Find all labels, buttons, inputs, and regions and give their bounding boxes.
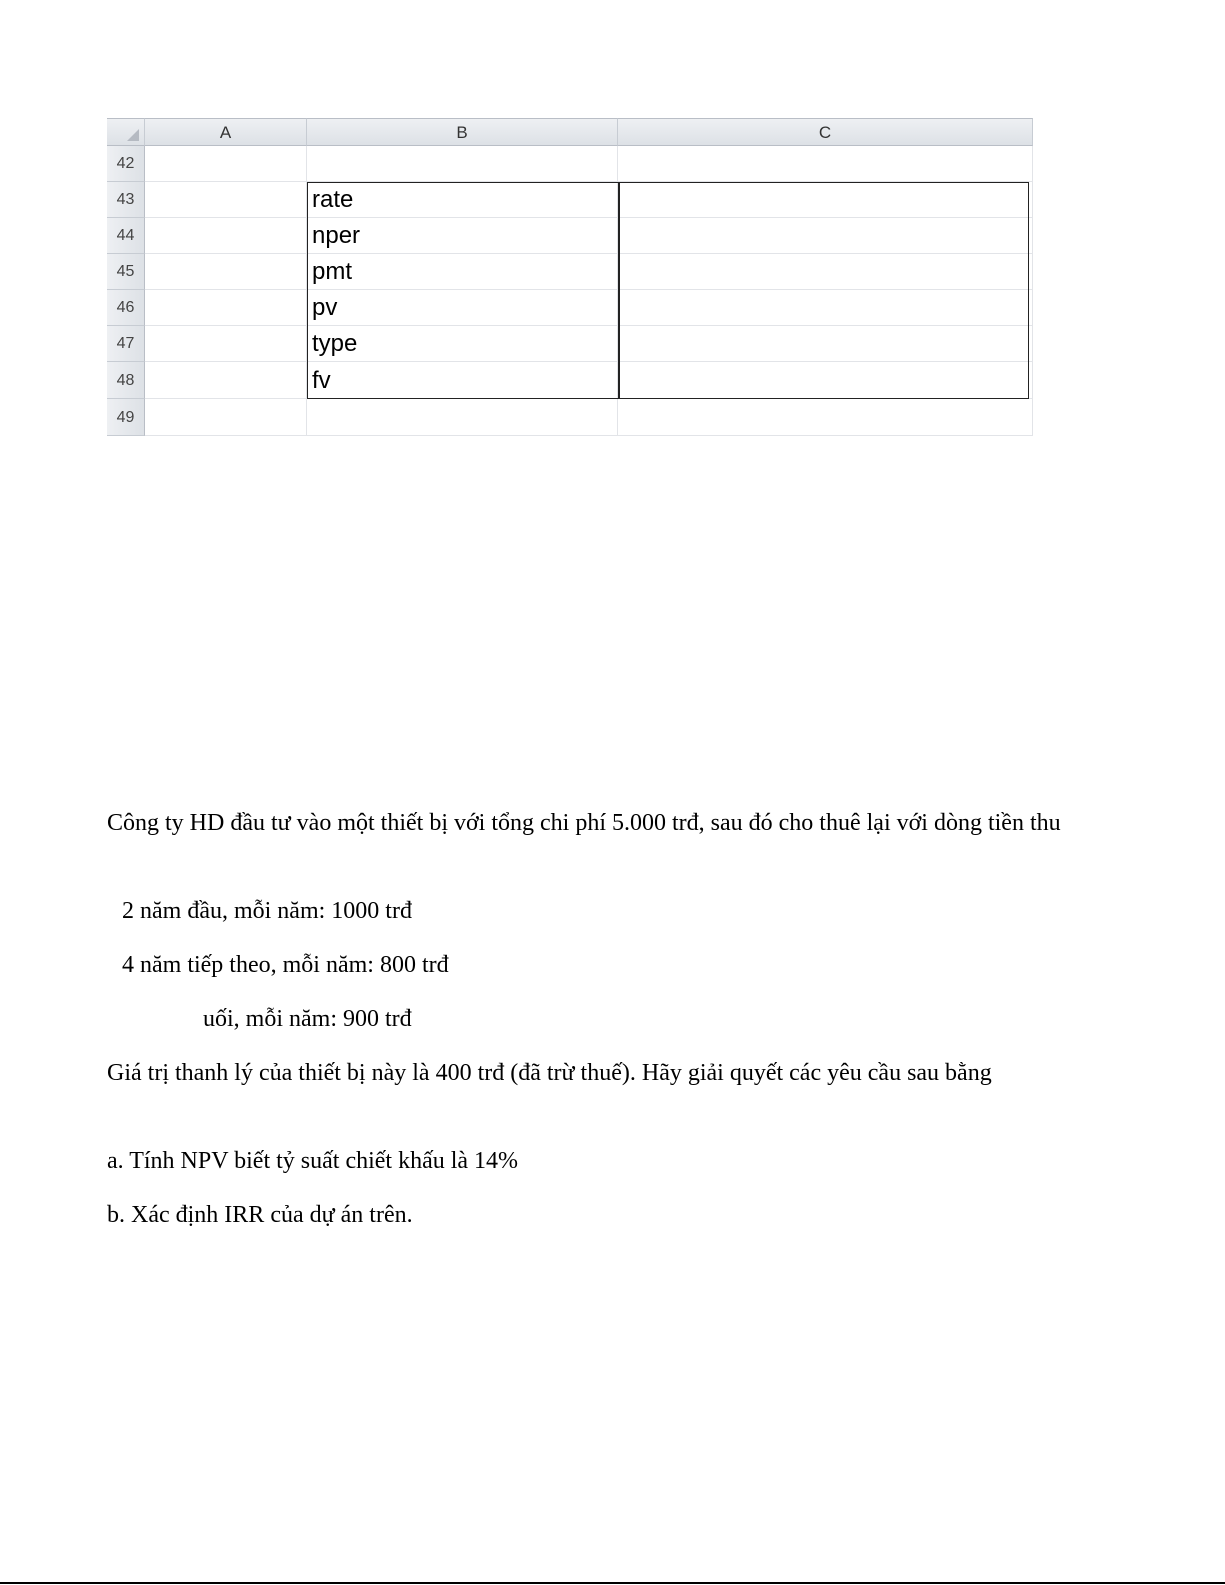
row-header: 44 — [107, 218, 145, 254]
row-header: 43 — [107, 182, 145, 218]
cell-a[interactable] — [145, 182, 307, 218]
column-divider — [618, 182, 620, 399]
cell-b-label: rate — [312, 186, 354, 213]
spreadsheet-screenshot — [107, 118, 1033, 438]
page-bottom-rule — [0, 1582, 1225, 1584]
cashflow-item-1: 2 năm đầu, mỗi năm: 1000 trđ — [122, 898, 412, 924]
cell-a[interactable] — [145, 218, 307, 254]
row-header: 42 — [107, 146, 145, 182]
column-header-a: A — [145, 118, 307, 146]
cell-b-label: type — [312, 330, 358, 357]
question-a: a. Tính NPV biết tỷ suất chiết khấu là 14% — [107, 1148, 519, 1174]
row-header: 49 — [107, 399, 145, 436]
cell-a[interactable] — [145, 254, 307, 290]
row-header: 48 — [107, 362, 145, 399]
cell-c[interactable] — [618, 399, 1033, 436]
row-header: 47 — [107, 326, 145, 362]
intro-paragraph: Công ty HD đầu tư vào một thiết bị với tổng chi phí 5.000 trđ, sau đó cho thuê lại với dòng tiền thu — [107, 810, 1061, 836]
cell-b-label: fv — [312, 367, 331, 394]
cell-a[interactable] — [145, 146, 307, 182]
cell-b[interactable] — [307, 399, 618, 436]
cashflow-item-2: 4 năm tiếp theo, mỗi năm: 800 trđ — [122, 952, 449, 978]
cell-a[interactable] — [145, 326, 307, 362]
cell-a[interactable] — [145, 290, 307, 326]
column-header-b: B — [307, 118, 618, 146]
salvage-paragraph: Giá trị thanh lý của thiết bị này là 400 trđ (đã trừ thuế). Hãy giải quyết các yêu cầu sau bằng — [107, 1060, 992, 1086]
select-all-corner — [107, 118, 145, 146]
row-header: 45 — [107, 254, 145, 290]
cell-c[interactable] — [618, 146, 1033, 182]
cell-b-label: nper — [312, 222, 361, 249]
cell-a[interactable] — [145, 362, 307, 399]
bordered-range — [307, 182, 1029, 399]
corner-triangle-icon — [127, 129, 139, 141]
column-header-c: C — [618, 118, 1033, 146]
row-header: 46 — [107, 290, 145, 326]
cell-b-label: pmt — [312, 258, 353, 285]
cell-a[interactable] — [145, 399, 307, 436]
cashflow-item-3: uối, mỗi năm: 900 trđ — [203, 1006, 412, 1032]
question-b: b. Xác định IRR của dự án trên. — [107, 1202, 413, 1228]
cell-b[interactable] — [307, 146, 618, 182]
cell-b-label: pv — [312, 294, 338, 321]
